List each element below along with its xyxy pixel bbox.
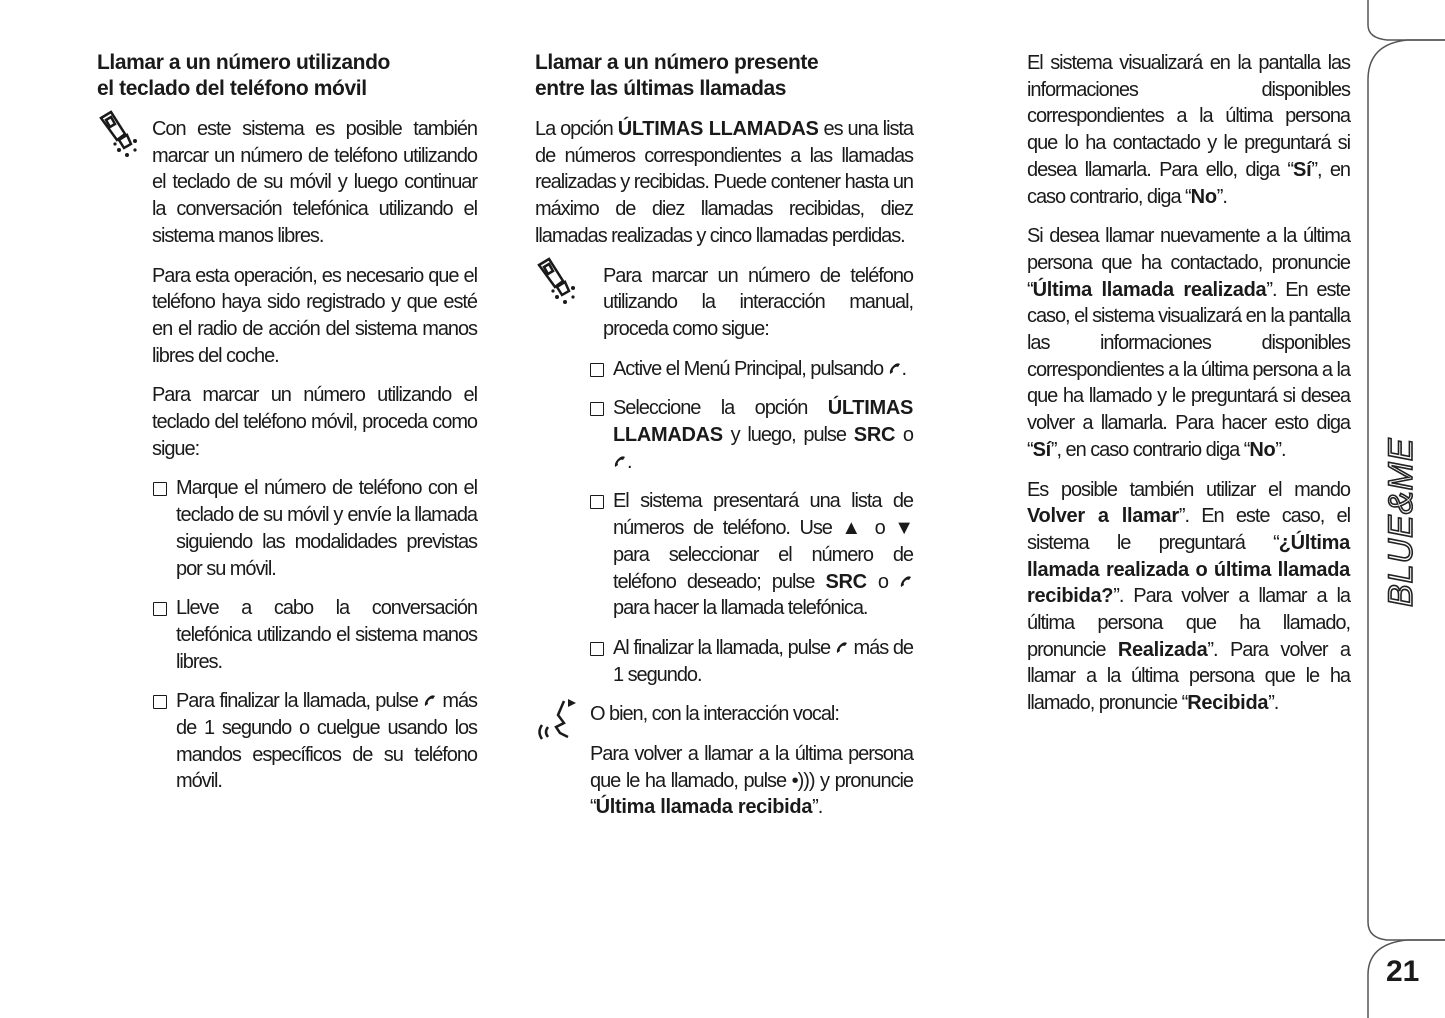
text: Active el Menú Principal, pulsando [613, 357, 888, 380]
phone-icon [888, 358, 902, 380]
bullet-item [589, 395, 913, 475]
bold-text: Volver a llamar [1027, 505, 1179, 528]
text: O bien, con la interacción vocal: [590, 703, 839, 726]
text: Seleccione la opción [613, 397, 828, 420]
page-number: 21 [1386, 955, 1420, 988]
column-middle [535, 50, 913, 834]
text: más de 1 segundo o cuelgue usando los mandos específicos de su teléfono móvil. [176, 690, 477, 793]
text: más de 1 segundo. [613, 636, 913, 686]
paragraph [590, 741, 913, 821]
text: Para marcar un número de teléfono utilizando la interacción manual, proceda como sigue: [603, 264, 913, 340]
text: La opción [535, 118, 618, 140]
text: y luego, pulse [722, 424, 854, 447]
text: o [866, 570, 899, 593]
bold-text: No [1249, 438, 1276, 461]
bold-text: ÚLTIMAS LLAMADAS [613, 397, 913, 447]
paragraph [152, 116, 477, 250]
bullet-item [152, 688, 477, 795]
text: Para esta operación, es necesario que el teléfono haya sido registrado y que esté en el radio de acción del sistema manos libres del coche. [152, 264, 477, 367]
text: . [627, 450, 632, 473]
bullet-item [152, 475, 477, 582]
paragraph [152, 382, 477, 462]
text: ”. Para volver a llamar a la última persona que ha llamado, pronuncie [1027, 585, 1350, 661]
paragraph [1027, 477, 1350, 717]
bold-text: Realizada [1117, 638, 1208, 661]
column-right [1027, 50, 1350, 730]
text: ”, en caso contrario diga “ [1050, 438, 1250, 461]
text: Con este sistema es posible también marcar un número de teléfono utilizando el teclado de su móvil y luego continuar la conversación telefónica utilizando el sistema manos libres. [152, 118, 477, 247]
text: es una lista de números correspondientes a las llamadas realizadas y recibidas. Puede contener hasta un máximo de diez llamadas recibidas, diez llamadas realizadas y cinco llamadas perdidas. [535, 118, 914, 247]
text: Para volver a llamar a la última persona que le ha llamado, pulse •))) y pronuncie “ [590, 743, 913, 819]
column-left [97, 50, 477, 808]
bullet-item [589, 635, 913, 688]
heading-line: Llamar a un número utilizando [97, 51, 390, 74]
bold-text: ¿Última llamada realizada o última llamada recibida? [1027, 531, 1350, 608]
section-heading [535, 50, 913, 102]
paragraph [152, 263, 477, 370]
text: o [895, 424, 913, 447]
paragraph [603, 263, 913, 343]
paragraph [1027, 50, 1350, 210]
text: Si desea llamar nuevamente a la última persona que ha contactado, pronuncie “ [1027, 225, 1350, 301]
paragraph [1027, 223, 1350, 463]
paragraph [535, 116, 913, 250]
text: Para finalizar la llamada, pulse [176, 690, 424, 713]
svg-text:BLUE&ME: BLUE&ME [1382, 437, 1420, 607]
phone-icon [423, 690, 437, 712]
text: Para marcar un número utilizando el teclado del teléfono móvil, proceda como sigue: [152, 384, 477, 460]
phone-icon [613, 451, 627, 473]
text: ”. En este caso, el sistema visualizará en la pantalla las informaciones disponibles correspondientes a la última persona a la que ha llamado y le preguntará si desea volver a llamarla. Para hacer esto diga “ [1027, 278, 1350, 461]
text: ”. Para volver a llamar a la última persona que le ha llamado, pronuncie “ [1027, 638, 1350, 715]
bullet-item [589, 356, 913, 383]
text: El sistema presentará una lista de números de teléfono. Use ▲ o ▼ para seleccionar el número de teléfono deseado; pulse [613, 490, 913, 593]
bold-text: ÚLTIMAS LLAMADAS [617, 118, 819, 140]
text: El sistema visualizará en la pantalla las informaciones disponibles correspondientes a la última persona que lo ha contactado y le preguntará si desea llamarla. Para ello, diga “ [1027, 52, 1350, 181]
bold-text: SRC [853, 424, 896, 447]
bold-text: Sí [1293, 158, 1312, 181]
text: ”. En este caso, el sistema le preguntará “ [1027, 505, 1350, 554]
text: Es posible también utilizar el mando [1027, 478, 1350, 501]
text: ”. [812, 796, 823, 819]
voice-icon [534, 697, 584, 755]
text: Marque el número de teléfono con el teclado de su móvil y envíe la llamada siguiendo las modalidades previstas por su móvil. [176, 477, 477, 580]
hand-keypad-icon [535, 255, 579, 319]
text: ”, en caso contrario, diga “ [1027, 158, 1350, 208]
text: ”. [1275, 438, 1286, 461]
heading-line: Llamar a un número presente [535, 51, 819, 74]
bold-text: Última llamada realizada [1032, 278, 1267, 301]
text: para hacer la llamada telefónica. [613, 597, 868, 620]
phone-icon [835, 637, 849, 659]
phone-icon [899, 571, 913, 593]
text: Al finalizar la llamada, pulse [613, 636, 835, 659]
text: ”. [1268, 692, 1279, 715]
bold-text: SRC [825, 570, 867, 593]
text: Lleve a cabo la conversación telefónica utilizando el sistema manos libres. [176, 597, 477, 673]
bold-text: No [1190, 185, 1217, 208]
hand-keypad-icon [97, 108, 141, 172]
bold-text: Recibida [1187, 692, 1269, 715]
blue-and-me-logo [1380, 375, 1420, 615]
bullet-item [152, 595, 477, 675]
text: ”. [1216, 185, 1227, 208]
heading-line: entre las últimas llamadas [535, 77, 787, 100]
heading-line: el teclado del teléfono móvil [97, 77, 367, 100]
bold-text: Última llamada recibida [595, 796, 813, 819]
text: . [901, 357, 907, 380]
bold-text: Sí [1032, 438, 1051, 461]
paragraph [590, 701, 913, 728]
bullet-item [589, 488, 913, 622]
section-heading [97, 50, 477, 102]
